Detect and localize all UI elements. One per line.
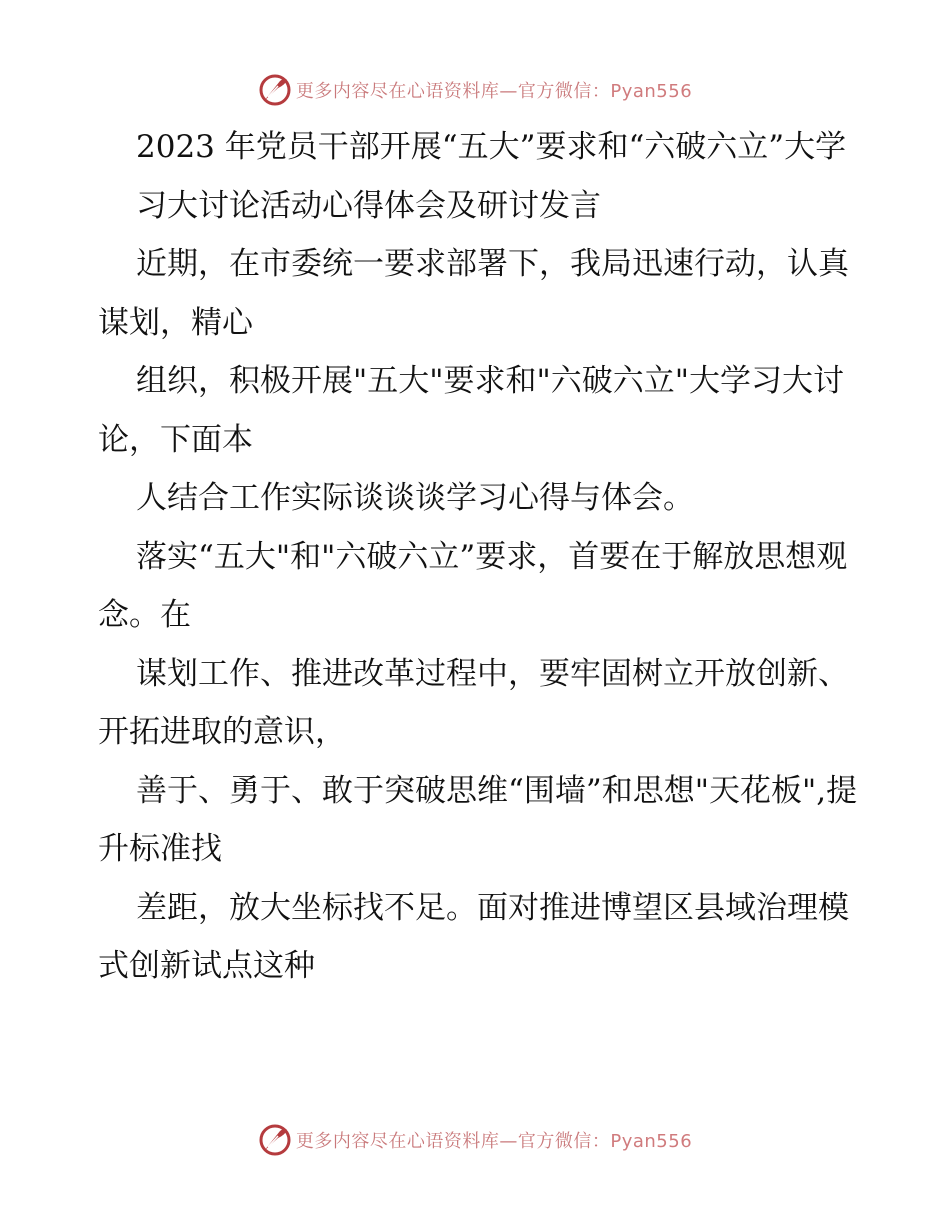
header-watermark-text bbox=[296, 77, 692, 103]
watermark-official-label: 官方微信： bbox=[517, 1131, 611, 1152]
watermark-dash: — bbox=[499, 81, 518, 102]
watermark-official-label: 官方微信： bbox=[517, 81, 611, 102]
watermark-slogan: 更多内容尽在心语资料库 bbox=[295, 1131, 500, 1152]
paragraph-3: 近期，在市委统一要求部署下，我局迅速行动，认真谋划，精心 bbox=[98, 246, 849, 341]
paragraph-6: 落实“五大"和"六破六立”要求，首要在于解放思想观念。在 bbox=[98, 538, 848, 633]
paragraph-8: 善于、勇于、敢于突破思维“围墙”和思想"天花板",提升标准找 bbox=[98, 772, 858, 867]
watermark-account: Pyan556 bbox=[610, 81, 693, 102]
document-body bbox=[98, 118, 858, 996]
paragraph-4: 组织，积极开展"五大"要求和"六破六立"大学习大讨论，下面本 bbox=[98, 363, 845, 458]
footer-watermark-banner bbox=[0, 1122, 950, 1158]
header-watermark-banner bbox=[0, 72, 950, 108]
watermark-dash: — bbox=[499, 1131, 518, 1152]
watermark-slogan: 更多内容尽在心语资料库 bbox=[295, 81, 500, 102]
paragraph-5: 人结合工作实际谈谈谈学习心得与体会。 bbox=[136, 480, 694, 516]
quill-logo-icon bbox=[258, 73, 292, 107]
paragraph-7: 谋划工作、推进改革过程中，要牢固树立开放创新、开拓进取的意识， bbox=[98, 655, 849, 750]
paragraph-1: 2023 年党员干部开展“五大”要求和“六破六立”大学 bbox=[136, 129, 847, 165]
quill-logo-icon bbox=[258, 1123, 292, 1157]
watermark-account: Pyan556 bbox=[610, 1131, 693, 1152]
paragraph-2: 习大讨论活动心得体会及研讨发言 bbox=[136, 187, 601, 224]
footer-watermark-text bbox=[296, 1127, 692, 1153]
paragraph-9: 差距，放大坐标找不足。面对推进博望区县域治理模式创新试点这种 bbox=[98, 889, 849, 984]
